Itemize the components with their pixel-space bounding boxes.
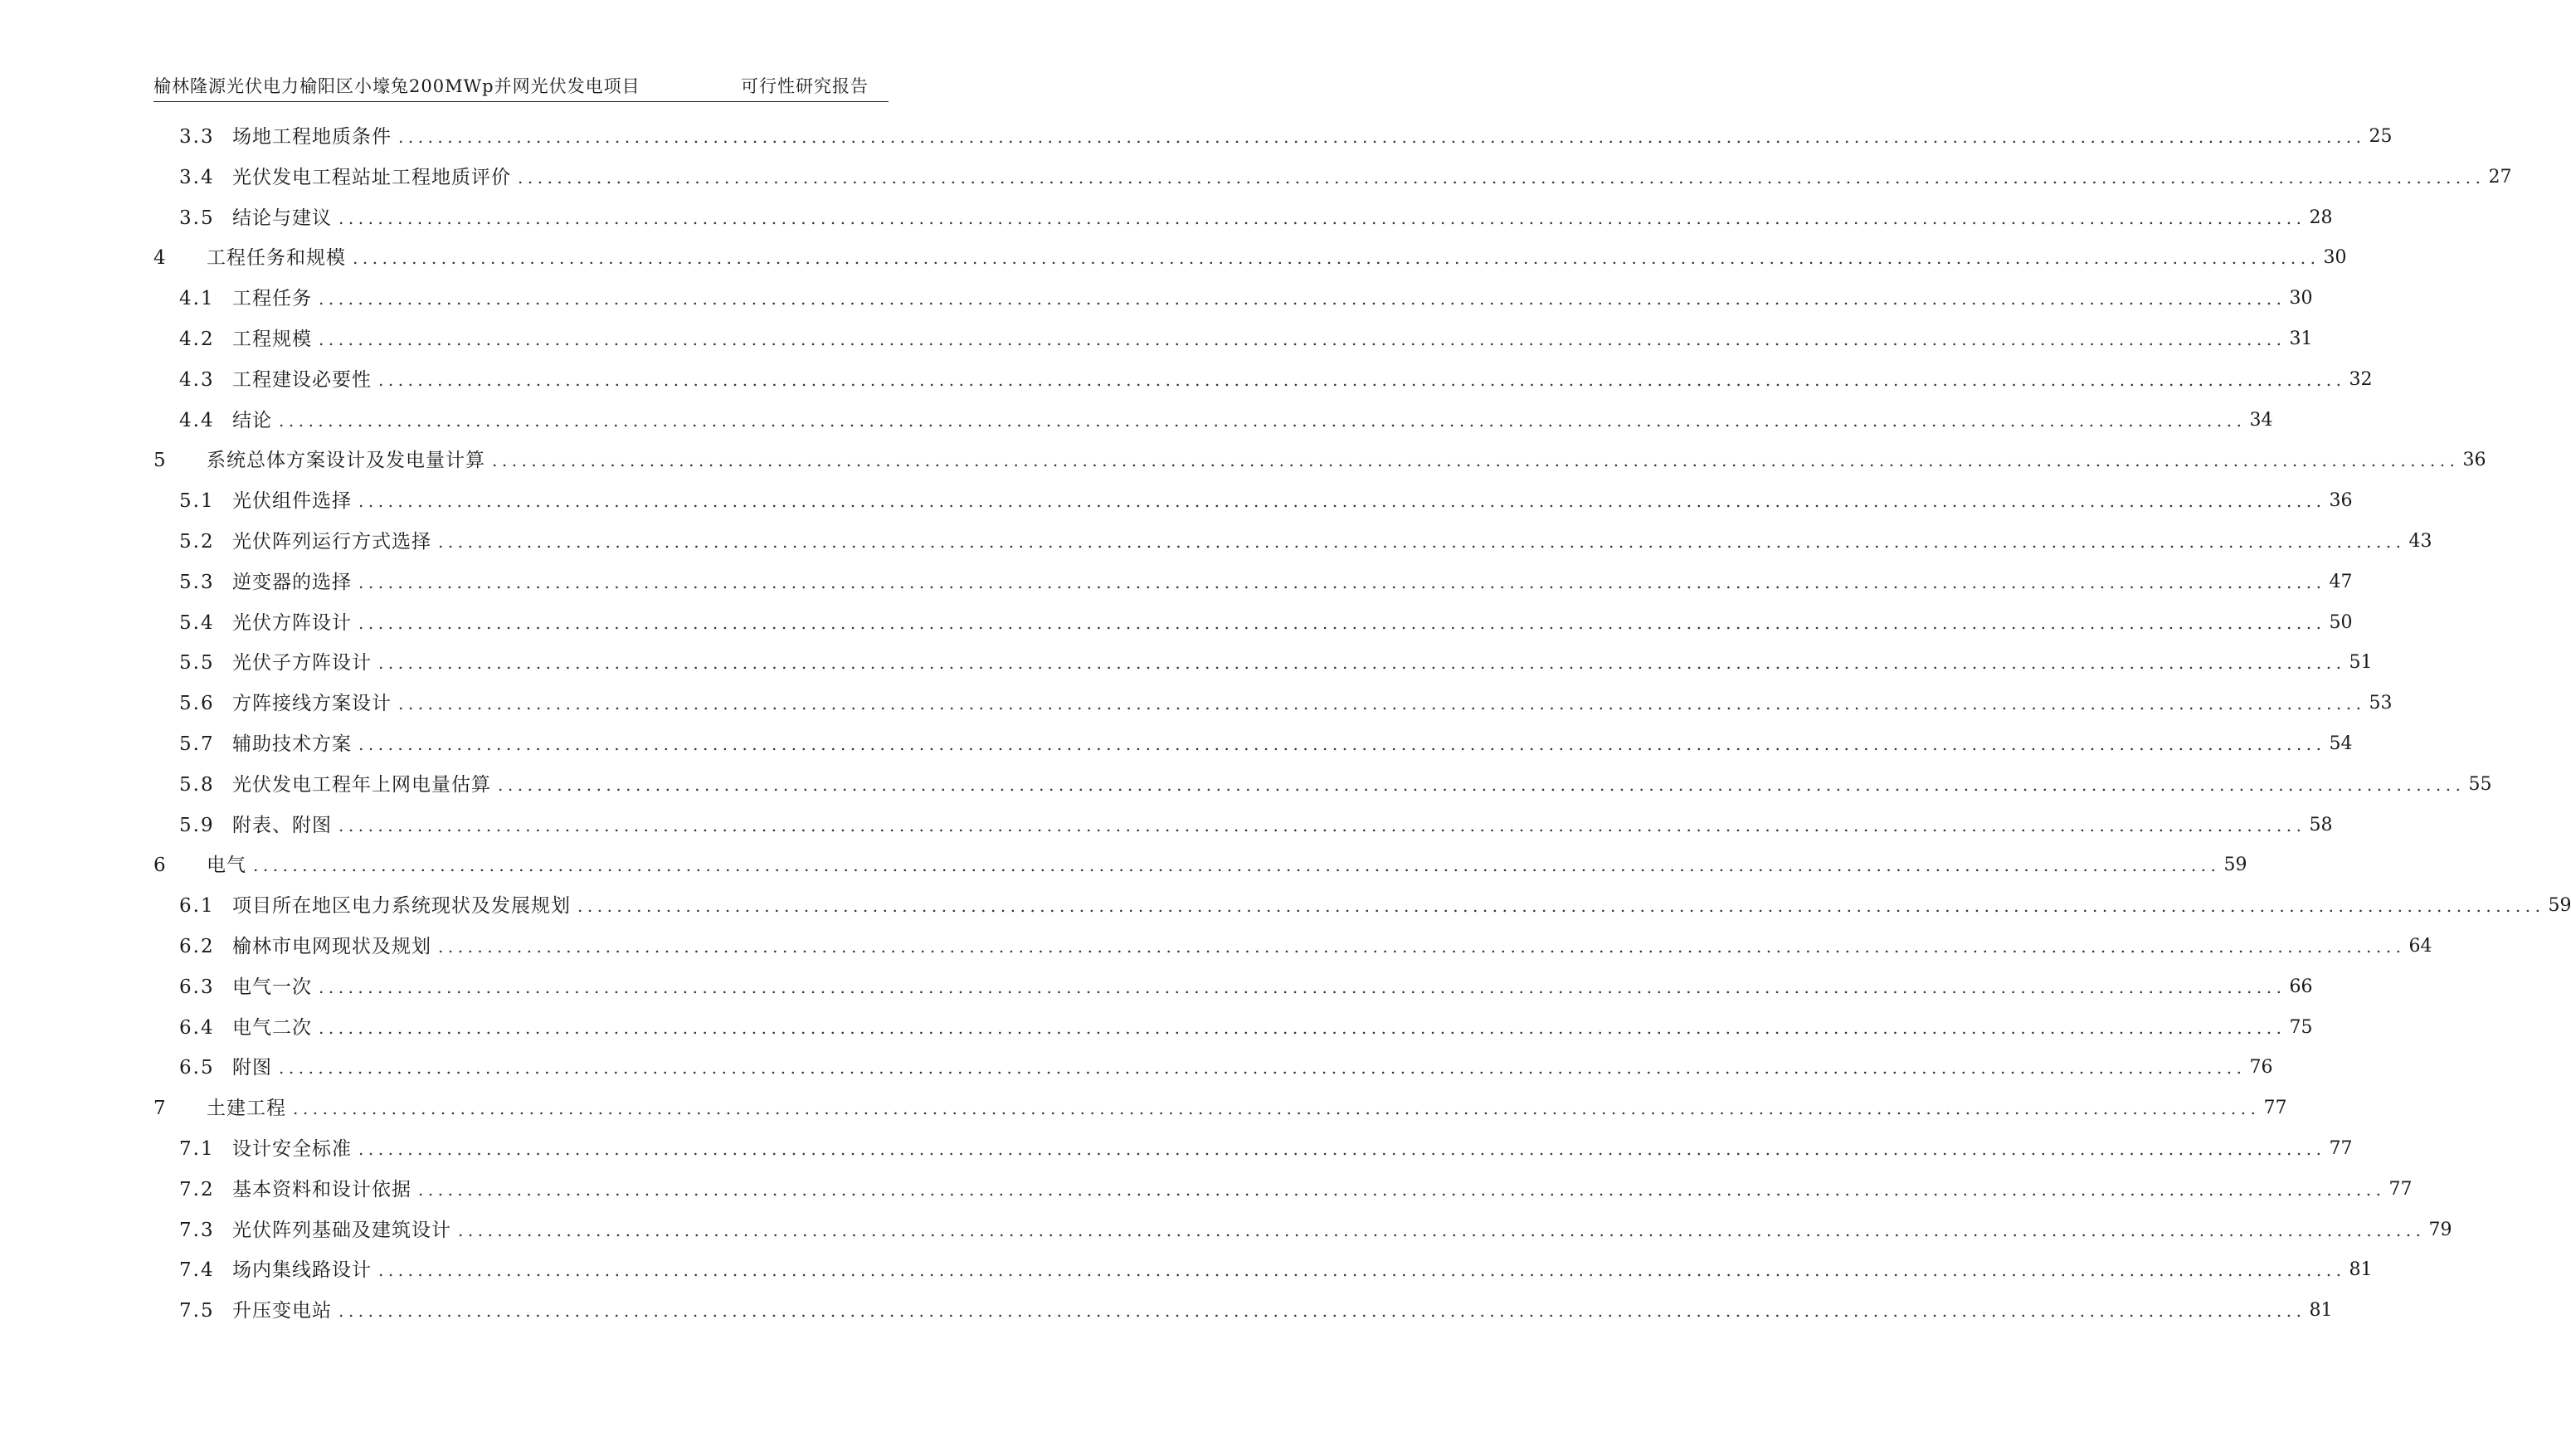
toc-entry-title: 项目所在地区电力系统现状及发展规划	[232, 895, 571, 917]
toc-entry[interactable]	[179, 408, 2273, 433]
toc-entry-number: 5.3	[179, 572, 215, 593]
toc-leader-dots: ........................................................................................................................................................................................................	[319, 977, 2286, 997]
toc-leader-dots: ........................................................................................................................................................................................................	[358, 1139, 2326, 1159]
toc-leader-dots: ........................................................................................................................................................................................................	[338, 208, 2306, 228]
toc-entry-title: 系统总体方案设计及发电量计算	[207, 450, 485, 471]
toc-entry-number: 7.1	[179, 1138, 215, 1160]
toc-leader-dots: ........................................................................................................................................................................................................	[338, 1301, 2306, 1321]
toc-entry-page: 30	[2289, 288, 2313, 309]
toc-entry[interactable]	[179, 206, 2333, 231]
toc-entry-title: 场地工程地质条件	[232, 126, 392, 148]
toc-leader-dots: ........................................................................................................................................................................................................	[358, 734, 2326, 754]
toc-entry-page: 30	[2323, 247, 2347, 268]
toc-entry-title: 光伏发电工程站址工程地质评价	[232, 167, 511, 188]
toc-entry-number: 4.4	[179, 410, 215, 431]
toc-entry-number: 6.5	[179, 1057, 215, 1079]
toc-entry-page: 32	[2349, 369, 2373, 390]
toc-leader-dots: ........................................................................................................................................................................................................	[353, 248, 2320, 268]
toc-entry-title: 光伏组件选择	[232, 490, 352, 512]
toc-leader-dots: ........................................................................................................................................................................................................	[378, 370, 2346, 390]
toc-entry-page: 43	[2408, 531, 2432, 552]
toc-entry-page: 77	[2329, 1138, 2353, 1159]
toc-entry-page: 55	[2468, 774, 2492, 795]
toc-entry-number: 3.4	[179, 167, 215, 188]
toc-entry-title: 光伏阵列基础及建筑设计	[232, 1220, 451, 1241]
toc-entry-title: 设计安全标准	[232, 1138, 352, 1160]
toc-entry-number: 7.2	[179, 1179, 215, 1200]
toc-entry-number: 4.1	[179, 288, 215, 309]
toc-entry-number: 4.2	[179, 329, 215, 350]
toc-leader-dots: ........................................................................................................................................................................................................	[378, 653, 2346, 673]
toc-entry-number: 5.9	[179, 815, 215, 836]
toc-entry[interactable]	[179, 1218, 2452, 1243]
toc-entry-page: 53	[2369, 693, 2393, 713]
toc-entry-title: 电气二次	[232, 1017, 312, 1039]
toc-entry-page: 64	[2408, 936, 2432, 957]
toc-entry-title: 逆变器的选择	[232, 572, 352, 593]
toc-entry-number: 3.5	[179, 207, 215, 229]
project-title: 榆林隆源光伏电力榆阳区小壕兔200MWp并网光伏发电项目	[153, 76, 640, 96]
toc-entry-page: 36	[2462, 450, 2486, 470]
toc-entry-title: 辅助技术方案	[232, 733, 352, 755]
toc-entry-page: 81	[2309, 1300, 2333, 1321]
toc-leader-dots: ........................................................................................................................................................................................................	[319, 1018, 2286, 1038]
toc-entry-page: 54	[2329, 733, 2353, 754]
toc-entry-title: 光伏子方阵设计	[232, 652, 372, 674]
toc-entry-title: 光伏方阵设计	[232, 612, 352, 634]
toc-entry-number: 7.3	[179, 1220, 215, 1241]
toc-entry-title: 基本资料和设计依据	[232, 1179, 411, 1200]
toc-entry[interactable]	[179, 813, 2333, 838]
toc-entry[interactable]	[179, 975, 2313, 1000]
toc-entry[interactable]	[179, 368, 2373, 392]
toc-entry-page: 79	[2428, 1220, 2452, 1240]
toc-entry-page: 25	[2369, 126, 2393, 147]
toc-leader-dots: ........................................................................................................................................................................................................	[498, 775, 2466, 795]
toc-entry[interactable]	[179, 934, 2432, 959]
toc-entry[interactable]	[153, 1096, 2287, 1121]
toc-entry-page: 76	[2249, 1057, 2273, 1078]
toc-leader-dots: ........................................................................................................................................................................................................	[279, 1058, 2247, 1078]
toc-entry-number: 5.7	[179, 733, 215, 755]
toc-entry-number: 6.2	[179, 936, 215, 957]
toc-leader-dots: ........................................................................................................................................................................................................	[438, 532, 2406, 552]
toc-entry-number: 4.3	[179, 369, 215, 391]
toc-entry[interactable]	[153, 448, 2486, 473]
page-header	[153, 73, 889, 102]
toc-leader-dots: ........................................................................................................................................................................................................	[418, 1180, 2386, 1200]
toc-entry-page: 51	[2349, 652, 2373, 673]
toc-entry-number: 5.2	[179, 531, 215, 553]
toc-entry[interactable]	[179, 611, 2353, 635]
toc-entry-title: 附图	[232, 1057, 272, 1079]
toc-leader-dots: ........................................................................................................................................................................................................	[438, 937, 2406, 957]
toc-entry[interactable]	[179, 1177, 2413, 1202]
toc-entry-number: 6	[153, 855, 168, 876]
toc-entry-number: 6.1	[179, 895, 215, 917]
toc-entry-number: 3.3	[179, 126, 215, 148]
toc-entry-number: 6.4	[179, 1017, 215, 1039]
toc-entry[interactable]	[179, 570, 2353, 595]
toc-entry[interactable]	[153, 246, 2347, 270]
toc-entry-title: 光伏发电工程年上网电量估算	[232, 774, 491, 796]
toc-leader-dots: ........................................................................................................................................................................................................	[518, 168, 2486, 187]
toc-entry-number: 6.3	[179, 976, 215, 998]
toc-entry-number: 7.5	[179, 1300, 215, 1322]
toc-entry-title: 电气	[207, 855, 246, 876]
toc-entry[interactable]	[179, 1055, 2273, 1080]
toc-entry-title: 工程建设必要性	[232, 369, 372, 391]
toc-entry-number: 7.4	[179, 1259, 215, 1281]
toc-entry-page: 31	[2289, 329, 2313, 349]
toc-entry[interactable]	[179, 1298, 2333, 1323]
toc-entry-title: 方阵接线方案设计	[232, 693, 392, 714]
toc-entry-number: 4	[153, 247, 168, 269]
toc-entry-title: 光伏阵列运行方式选择	[232, 531, 431, 553]
toc-leader-dots: ........................................................................................................................................................................................................	[338, 816, 2306, 835]
toc-entry-number: 5.1	[179, 490, 215, 512]
toc-leader-dots: ........................................................................................................................................................................................................	[398, 694, 2366, 713]
toc-entry-page: 36	[2329, 490, 2353, 511]
toc-leader-dots: ........................................................................................................................................................................................................	[358, 572, 2326, 592]
toc-leader-dots: ........................................................................................................................................................................................................	[319, 329, 2286, 349]
toc-entry[interactable]	[179, 1015, 2313, 1040]
toc-entry[interactable]	[179, 732, 2353, 757]
toc-entry-title: 场内集线路设计	[232, 1259, 372, 1281]
toc-entry-number: 5.4	[179, 612, 215, 634]
toc-entry[interactable]	[179, 165, 2512, 190]
toc-entry-title: 升压变电站	[232, 1300, 332, 1322]
toc-entry-number: 5	[153, 450, 168, 471]
toc-entry[interactable]	[179, 124, 2393, 149]
toc-entry-page: 50	[2329, 612, 2353, 633]
toc-leader-dots: ........................................................................................................................................................................................................	[358, 491, 2326, 511]
toc-entry-page: 28	[2309, 207, 2333, 228]
toc-entry-number: 5.6	[179, 693, 215, 714]
toc-leader-dots: ........................................................................................................................................................................................................	[293, 1098, 2261, 1118]
toc-entry-title: 榆林市电网现状及规划	[232, 936, 431, 957]
toc-entry-page: 77	[2388, 1179, 2413, 1200]
toc-entry-title: 结论	[232, 410, 272, 431]
toc-entry[interactable]	[179, 1258, 2373, 1283]
toc-leader-dots: ........................................................................................................................................................................................................	[398, 127, 2366, 147]
toc-entry[interactable]	[179, 894, 2571, 918]
toc-leader-dots: ........................................................................................................................................................................................................	[319, 289, 2286, 309]
toc-leader-dots: ........................................................................................................................................................................................................	[253, 855, 2221, 875]
toc-entry[interactable]	[179, 772, 2492, 797]
toc-entry-page: 77	[2263, 1098, 2287, 1118]
toc-entry-title: 结论与建议	[232, 207, 332, 229]
toc-entry[interactable]	[179, 650, 2373, 675]
toc-entry-title: 附表、附图	[232, 815, 332, 836]
toc-entry-number: 5.8	[179, 774, 215, 796]
toc-leader-dots: ........................................................................................................................................................................................................	[577, 896, 2545, 916]
toc-entry-title: 土建工程	[207, 1098, 286, 1119]
toc-entry[interactable]	[153, 853, 2247, 878]
toc-leader-dots: ........................................................................................................................................................................................................	[458, 1220, 2426, 1240]
toc-entry[interactable]	[179, 691, 2393, 716]
toc-entry-page: 81	[2349, 1259, 2373, 1280]
toc-entry[interactable]	[179, 327, 2313, 352]
toc-entry-page: 58	[2309, 815, 2333, 835]
toc-entry-title: 工程任务	[232, 288, 312, 309]
toc-entry-title: 工程规模	[232, 329, 312, 350]
toc-entry-page: 59	[2548, 895, 2571, 916]
toc-entry-page: 27	[2488, 167, 2512, 187]
report-type: 可行性研究报告	[741, 76, 869, 96]
toc-entry[interactable]	[179, 1137, 2353, 1161]
toc-entry-title: 工程任务和规模	[207, 247, 346, 269]
toc-entry-title: 电气一次	[232, 976, 312, 998]
toc-entry-page: 47	[2329, 572, 2353, 592]
toc-leader-dots: ........................................................................................................................................................................................................	[378, 1260, 2346, 1280]
toc-entry-number: 5.5	[179, 652, 215, 674]
toc-entry-page: 75	[2289, 1017, 2313, 1038]
toc-entry[interactable]	[179, 286, 2313, 311]
toc-entry-page: 34	[2249, 410, 2273, 431]
toc-leader-dots: ........................................................................................................................................................................................................	[279, 411, 2247, 431]
toc-entry[interactable]	[179, 529, 2432, 554]
toc-entry-number: 7	[153, 1098, 168, 1119]
toc-entry-page: 66	[2289, 976, 2313, 997]
toc-entry[interactable]	[179, 489, 2353, 514]
toc-entry-page: 59	[2223, 855, 2247, 875]
toc-leader-dots: ........................................................................................................................................................................................................	[492, 450, 2460, 470]
toc-leader-dots: ........................................................................................................................................................................................................	[358, 613, 2326, 633]
